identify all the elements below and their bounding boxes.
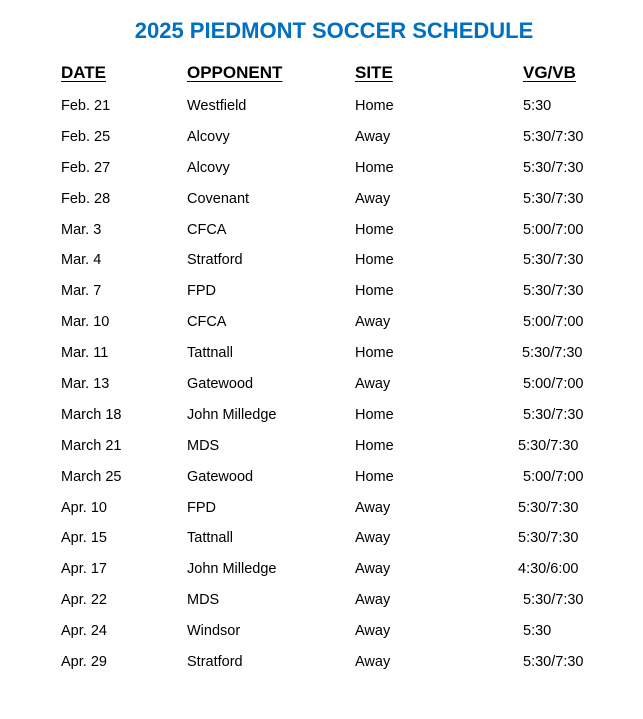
column-header-date: DATE [61,63,107,82]
game-date: Mar. 3 [61,221,102,238]
game-time: 5:30/7:30 [523,592,584,609]
game-opponent: Gatewood [187,468,254,485]
game-time: 5:30/7:30 [518,530,579,547]
game-site: Home [355,252,394,269]
game-date: March 21 [61,437,122,454]
game-date: Apr. 24 [61,623,107,640]
game-time: 5:30/7:30 [523,654,584,671]
game-time: 5:30/7:30 [523,128,584,145]
page-title: 2025 PIEDMONT SOCCER SCHEDULE [134,18,534,43]
game-opponent: Alcovy [187,128,230,145]
game-site: Away [355,654,391,671]
game-opponent: Tattnall [187,345,233,362]
game-site: Home [355,468,394,485]
game-opponent: Stratford [187,252,243,269]
game-time: 5:00/7:00 [523,314,584,331]
column-header-opponent: OPPONENT [187,63,283,82]
game-opponent: FPD [187,283,216,300]
game-opponent: Covenant [187,190,250,207]
game-time: 5:00/7:00 [523,376,584,393]
game-opponent: Windsor [187,623,241,640]
game-date: Mar. 4 [61,252,102,269]
game-site: Away [355,314,391,331]
schedule-table [0,98,643,685]
game-time: 5:30/7:30 [523,190,584,207]
table-row [0,222,643,253]
game-opponent: John Milledge [187,561,277,578]
game-date: Feb. 25 [61,128,111,145]
game-date: March 18 [61,406,122,423]
game-site: Away [355,561,391,578]
game-time: 5:30/7:30 [523,159,584,176]
game-opponent: MDS [187,437,220,454]
game-opponent: Alcovy [187,159,230,176]
game-site: Home [355,159,394,176]
game-opponent: CFCA [187,314,227,331]
game-date: Feb. 27 [61,159,111,176]
game-site: Away [355,376,391,393]
table-row [0,407,643,438]
game-time: 5:30/7:30 [518,499,579,516]
game-date: Mar. 7 [61,283,102,300]
game-opponent: John Milledge [187,406,277,423]
game-opponent: Gatewood [187,376,254,393]
table-row [0,345,643,376]
table-row [0,530,643,561]
game-date: March 25 [61,468,122,485]
game-time: 5:30 [523,623,552,640]
game-time: 5:00/7:00 [523,221,584,238]
game-site: Away [355,499,391,516]
game-date: Apr. 29 [61,654,107,671]
game-time: 5:30/7:30 [523,283,584,300]
column-header-time: VG/VB [523,63,576,82]
game-opponent: FPD [187,499,216,516]
game-site: Home [355,221,394,238]
table-row [0,623,643,654]
game-time: 5:30 [523,98,552,114]
game-site: Away [355,128,391,145]
table-row [0,654,643,685]
table-row [0,252,643,283]
game-date: Feb. 28 [61,190,111,207]
table-row [0,191,643,222]
game-site: Home [355,345,394,362]
game-opponent: Tattnall [187,530,233,547]
game-site: Away [355,623,391,640]
game-date: Apr. 10 [61,499,107,516]
table-row [0,129,643,160]
game-opponent: CFCA [187,221,227,238]
game-time: 4:30/6:00 [518,561,579,578]
game-date: Apr. 17 [61,561,107,578]
game-site: Home [355,283,394,300]
game-opponent: Westfield [187,98,247,114]
table-row [0,561,643,592]
table-row [0,592,643,623]
game-site: Away [355,190,391,207]
game-date: Mar. 11 [61,345,109,362]
game-time: 5:30/7:30 [523,406,584,423]
table-row [0,98,643,129]
table-row [0,438,643,469]
game-date: Mar. 10 [61,314,110,331]
table-row [0,314,643,345]
game-date: Feb. 21 [61,98,111,114]
column-header-site: SITE [355,63,393,82]
game-date: Apr. 15 [61,530,107,547]
table-row [0,500,643,531]
game-site: Home [355,98,394,114]
game-opponent: Stratford [187,654,243,671]
game-date: Mar. 13 [61,376,110,393]
game-site: Home [355,437,394,454]
game-site: Home [355,406,394,423]
table-row [0,160,643,191]
game-opponent: MDS [187,592,220,609]
game-time: 5:30/7:30 [523,252,584,269]
schedule-header-row [0,63,643,87]
game-time: 5:30/7:30 [522,345,583,362]
table-row [0,283,643,314]
table-row [0,376,643,407]
game-site: Away [355,530,391,547]
game-site: Away [355,592,391,609]
game-time: 5:00/7:00 [523,468,584,485]
game-date: Apr. 22 [61,592,107,609]
table-row [0,469,643,500]
game-time: 5:30/7:30 [518,437,579,454]
